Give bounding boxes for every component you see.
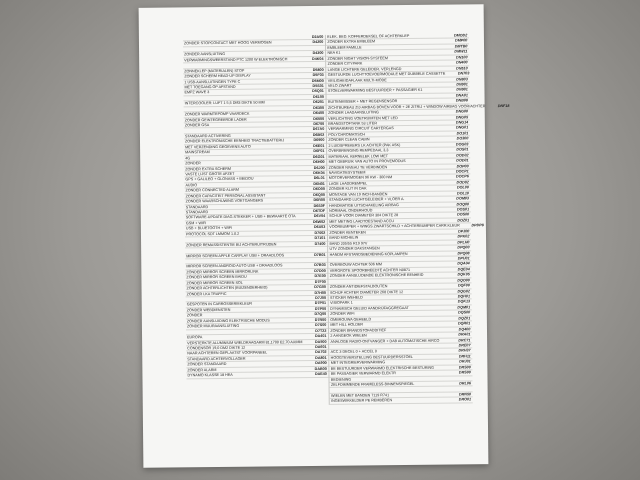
option-description: ZONDER AANSLUITING [184,52,226,57]
option-code: D6700 [313,121,325,126]
option-code: DN703 [457,71,470,76]
option-description: ZONDER LAADAANSLUITING [328,110,379,115]
option-description: ZONDER CONNECTED ALARM [185,188,240,193]
option-code: D6100 [313,94,324,99]
option-code: DRH11 [458,354,471,359]
option-description: ZONDER CAPACITEIT PERSONAL ASSISTANT [185,193,266,199]
option-description: POLYCHROMATISCH [328,132,366,137]
option-description: VERGROTE SPOORBREEDTE ACHTER N0871 [329,267,411,273]
option-description: VASTE LIJST GROTE AFZET [185,171,235,177]
option-code: DNG01 [455,125,469,130]
option-code: DRO01 [458,397,472,402]
option-code: D4300 [312,51,324,56]
option-code: DRH37 [458,348,471,353]
option-description: VOORBUMPER + WINGS ZWARTSCHILD + ACHTERBUMPER CARR.KLEUR [329,223,460,230]
option-description: ZONDER KLIT IN DAK [328,186,367,192]
option-code: DNF18 [497,103,510,108]
option-description: NAAR ACHTEREN GEPLAATST VOORPANEEL [187,350,268,356]
option-code: DAE40 [314,371,327,377]
option-description: NORMAAL ONDERHOUD [329,208,373,213]
option-code: D4K04 [312,56,324,61]
option-description: LAGE LAADDREMPEL [328,181,368,186]
table-row [186,372,328,379]
option-code: D6F01 [313,149,325,154]
option-description: DYNAMISCH GELUID AANDRIJFAGGREGAAT [330,305,409,311]
option-description: ZONDER BRANDSTOFADDITIEF [330,327,387,333]
option-code: DPDP8 [471,223,484,228]
option-code: DRJ01 [459,359,471,364]
option-code: DNG00 [455,109,469,114]
option-description: STICKER WEHELD [330,295,363,300]
option-description: MET VERZENDING GEGEVENS AUTO [185,144,251,150]
option-code: D7F00 [314,279,326,284]
option-description: ZONDER MIRROR SCREEN MIRRORLINK [186,269,259,275]
option-description: ZICHTBUREAU ZIJ-AIRBAG BOVEN VOOR + 2E ZITRIJ + WINDOW AIRBAG VOOR/ACHTER [328,103,486,110]
option-description: MET TOEGANG OP AFSTAND [184,84,236,90]
option-description: UTV ZONDER DAKSTANGEN [329,246,380,251]
option-description: ZONDER WEBDIENSTEN [186,307,231,313]
option-description: 2 AANGEOK WIELEN [330,333,367,338]
option-code: DQG02 [457,288,470,294]
option-code: D6H00 [313,159,325,165]
option-description: STANDAARD LUCHTGELEIDER + VLOER A. [328,197,405,202]
option-code: DA401 [314,333,327,339]
option-code: DN400 [456,60,468,65]
option-description: BAND 205/55 R19 97V [329,241,368,246]
option-description: ZONDER MIRROR SCREEN SOL [186,280,243,286]
option-description: WIELEN MET BANDEN 7119 R741 [331,393,390,398]
option-description: BRANDSTOFTANK 53 LITER [328,121,378,126]
option-code: DMP00 [455,38,468,43]
option-code: DA702 [315,350,327,355]
option-description: EMPZ WAVE 3 [184,90,210,95]
option-description: ZONDER KENTEKEN [329,230,366,235]
option-description: ZONDER WAARSCHUWING VOETGANGERS [185,198,264,204]
option-description: ZONDER WIFI [330,311,355,317]
option-code: DQM01 [457,305,471,310]
option-code: DOZ01 [457,218,470,223]
option-code: DA500 [314,339,327,344]
option-code: D7P00 [314,306,327,311]
option-description: MONTAGE VAN 19 INCH-BANDEN [328,191,388,197]
option-description: OMBROUWA GEHEELD [330,317,372,322]
option-description: ZONDER GSA [184,123,210,128]
option-code: DNG05 [455,114,469,120]
option-description: 2 LUIDSPREKERS LK ACHTER (PAK ASK) [328,142,401,148]
option-code: D5S01 [312,83,324,88]
option-code: DQR01 [457,321,471,326]
option-description: HANDMATIGE UITSCHAKELING AIRBAG [329,202,399,208]
option-description: ZONDER ALARM [187,367,217,373]
option-code: DOL00 [456,185,469,190]
option-description: ZONDER EXTRA EMBLEEM [327,39,376,45]
option-code: DRC71 [458,337,471,342]
option-code: D5800 [312,67,324,72]
option-description: BE PASSAGIER VERWARMD ELEKTR [330,371,396,376]
option-description: VISIOPARK 1 [330,301,353,306]
option-code: DOS01 [456,147,469,152]
option-description: ZONDER STOPCONTACT MET HOOG VERMOGEN [183,40,272,46]
option-code: D7B01 [314,252,326,257]
option-description: MET GEBRUIK VAN AUTO IN PROVEMODUS [328,159,406,164]
option-code: DOQ00 [456,201,470,207]
option-code: DRS00 [458,370,471,375]
option-description: BAND MICHELIN [329,235,359,241]
option-description: NEA K1 [327,51,341,56]
option-description: ZONDER EXTRA SCHERM [185,166,232,171]
option-description: ZELFDIMMENDE FRAMELESS-BINNENSPIEGEL [330,381,415,387]
option-description: MIRROR SCREEN APPLE CARPLAY USB + DRAADLOOS [186,252,285,258]
option-code: DMOD2 [453,33,468,38]
option-code: D7101 [314,236,326,241]
option-description: ZONDER ACHTERLICHTEN (BUIZENDERHEID) [186,285,268,291]
table-row [330,398,473,405]
option-description: ZONDER [186,313,203,318]
left-column [183,35,329,406]
option-description: VERLICHTING VOETRUIMTEN MET LED [328,115,398,121]
option-code: D4200 [312,40,324,45]
option-code: DQF00 [457,283,470,288]
option-code: D6O00 [313,187,325,192]
option-description: MET METING LAADTOESTAND ACCU [329,219,394,224]
option-code: D6500 [313,116,325,121]
option-code: DRS00 [458,365,471,370]
option-description: VERWARMING CIRCUIT CARTERGAS [328,126,394,132]
option-description: HOOGTEVERSTELLING BESTUURDERSSTOEL [330,354,413,360]
option-description: ZONDER CLEAN CABIN [328,137,370,143]
option-description: ZONDER GEINTEGREERDE LADER [184,117,247,122]
option-description: ZONDER REMASSISTENTIE BIJ ACHTERUITRIJDEN [186,242,277,247]
option-code: DPQ08 [457,250,470,255]
option-code: DOS00 [457,212,470,217]
option-code: DOL10 [457,191,469,196]
option-description: EMBLEEM FAMILLE [327,45,362,50]
option-description: VELO ZWART [327,83,352,88]
option-code: DA900 [315,361,327,366]
option-code: DQZ01 [458,316,471,321]
option-description: NAVIGATIESYSTEEM [328,170,366,175]
option-description: CONDENSOR 19,0 DM2 DIKTE 12 [187,345,246,351]
option-code: DOD02 [456,180,469,185]
option-code-table [183,33,510,406]
option-code: D7J00 [315,295,327,300]
option-code: D5Q01 [312,89,324,94]
option-code: D6N01 [313,181,325,186]
option-description: ZONDER ELEKTRONISCHE EENHEID TRACTIEBATTERIJ [184,138,285,144]
option-description: 1 USB-AANSLUITINGEN TYPE C [184,79,241,84]
option-code: D6L01 [313,176,325,181]
option-description: VEILIGHEIDAFLAAK MULTI-MODE [327,77,387,83]
option-code: DN803 [456,76,468,81]
option-description: STANDAARD ACHTERVOLLAGER [187,356,246,362]
option-description: PROTOCOL SDT LMMOM 1.0.2 [185,231,240,237]
option-code: DN100 [456,55,468,60]
option-code: DN901 [456,82,468,87]
option-code: D7R00 [314,317,327,322]
option-description: ZONDER CITYPARK [327,61,363,67]
option-code: D7G00 [314,284,326,290]
option-code: DPK02 [457,234,470,239]
option-code: D7T22 [315,328,327,333]
option-code: DQK13 [457,299,471,304]
option-description: DYNAMO KLASSE 18 HEA [187,372,233,378]
option-description: SCHIJF ACHTER DIAMETER 268 DIKTE 12 [329,289,404,295]
option-code: DO101 [456,131,469,136]
option-code: DOCP1 [455,169,469,174]
option-code: DOD02 [456,152,469,158]
option-code: D7S00 [315,323,327,328]
printed-sheet [139,4,510,468]
option-code: DO300 [456,136,469,141]
option-code: DA601 [315,344,327,349]
option-description: SCHIJF VOOR DIAMETER 304 DIKTE 28 [329,213,399,219]
option-code: DN901 [456,87,468,92]
option-code: D67A0 [312,127,325,132]
option-description: OVERBRENGING REMPEDAAL 3,3 [328,148,389,154]
option-code: D7Q00 [314,312,327,317]
option-code: DPJ00 [458,229,470,234]
option-description: GSM + WIFI [185,220,207,226]
option-code: D2A00 [311,34,324,40]
option-description: MATERIAAL KERNELEK LOW MET [328,153,388,159]
option-description: BUITENMISSER + MET REGENSENSOR [327,99,398,105]
option-description: ZONDER [185,161,201,166]
option-code: D7002 [314,230,326,235]
option-code: D7B03 [314,263,326,268]
option-code: D6400 [313,111,325,116]
option-code: DQS00 [458,310,471,315]
option-description: BEDIENING [330,377,352,382]
option-code: DOM03 [456,196,470,201]
option-code: DOP00 [456,163,469,168]
option-code: D5F03 [312,72,324,78]
option-description: EUROPA [187,335,203,340]
option-description: GPS + GALILEO + GLONASS + BEIDOU [185,176,254,182]
option-code: D6300 [313,105,325,110]
option-code: DNB08 [455,98,468,103]
option-code [301,46,325,51]
option-code: D6900 [313,138,325,143]
option-code: DMTB0 [454,44,468,49]
option-description: ANALOGE RADIO-ONTVANGER + DAB AUTOMATISCHE AIRCO [330,338,440,344]
option-description: ZONDER LKA TRAFFIC [186,291,227,296]
option-code: D6G01 [312,154,325,159]
option-code: D7400 [314,241,326,246]
option-description: ZONDER ANTIDIEFSTALBOUTEN [329,284,388,289]
option-code: DPU01 [457,256,470,261]
option-description: MAINSTREAM [185,150,210,155]
option-code: DOD01 [456,158,469,163]
option-code: DRA01 [458,332,471,337]
option-description: HANDM AFSTANDSBEDIENING KOPLAMPEN [329,251,408,257]
option-description: INGESWIKKELDER PE REMBEREN [331,398,393,404]
option-code [303,247,327,252]
option-code: DAB00 [314,366,327,371]
option-code: D6TDF [313,208,326,214]
option-code [304,258,328,263]
option-code: DPLH0 [457,239,470,245]
option-code [302,62,326,67]
option-description: ZONNEKLEP (MATERIALEN) STOP [184,68,245,73]
option-code: DQA04 [457,261,470,266]
option-description: MIRROR SCREEN ANDROID AUTO USB + DRAADLOOS [186,263,283,269]
option-description: ELEK. BED. KOFFERDEKSEL OF ACHTERKLEP [327,33,410,39]
option-code: DNG14 [455,120,469,125]
option-description: GESPOTEN IN CARROSSERIEKLEUR [186,302,253,307]
option-description: ACC 3 DECEL 0 + ACCEL 0 [330,349,377,355]
option-code: D6201 [313,100,324,105]
option-description: ZONDER NIGHT VISION-SYSTEEM [327,55,388,61]
option-description: BE BESTUURDER VERWARMD ELEKTRISCHE BESTURING [330,365,435,371]
option-code: D6K04 [313,170,325,175]
option-code: DRL06 [459,381,471,386]
option-description: ZONDER WARMTEPOMP VAARDECK [184,111,250,117]
option-description: ZONDER STANDAARD [187,362,227,367]
option-description: VERWARMINGSWEERSTAND PTC 1200 W ELEKTRONISCH [184,57,288,63]
option-code: D6S0F [313,203,326,208]
option-description: USB + BLUETOOTH + WIFI [185,226,233,231]
option-code: D6J00 [313,165,325,170]
option-code [449,376,473,381]
option-code: D6E01 [313,143,325,148]
option-code: D7E00 [314,274,326,279]
right-column [325,33,510,404]
option-description: ZONDER NIVEAU TE VERBINDEN [328,164,388,170]
option-description: STANDAARD [185,210,209,215]
option-code: DRE07 [458,343,471,348]
option-code: D7P01 [314,301,327,306]
option-code: DOS01 [456,207,470,212]
option-code: DOG03 [455,142,469,147]
option-description: ZONDER AANSLUIDING ELEKTRISCHE MODUS [186,318,270,324]
option-description: STANDAARD [185,204,209,209]
option-code: D6W02 [312,219,326,224]
option-description: ZONDER MIRROR SCREEN BAIDU [186,274,247,280]
option-description: ZONDER AANSLUDENDE ELEKTRONISCHE EENHEID [329,273,424,279]
option-code: DN510 [456,66,468,71]
option-code: DQ400 [458,326,471,332]
option-description: SOFTWARE-UPDATE DIAG.STEKKER + USB + BEWAARTE OTA [185,214,296,220]
option-description: STOELVERWARMING BESTUURDER + PASSAGIER K1 [327,88,423,94]
option-code: D5M00 [311,78,324,83]
option-code: DQH01 [457,294,471,299]
option-code: D7H00 [314,290,326,295]
option-description: 4G [185,155,191,160]
option-code: DQO00 [457,278,470,283]
option-code: D6R00 [313,198,326,203]
option-description: AUDIO [185,183,198,188]
option-code: D6X03 [313,225,326,230]
option-code: D6Q00 [313,192,325,197]
option-description: OVERBOUW ACHTER 506 MM [329,262,382,268]
option-description: INTERCOOLER: LUFT 1 5,5 DM3 DIKTE 50 MM [184,100,265,106]
option-description: STANDAARD ACTIVERING [184,133,231,139]
option-code: DPQ00 [457,245,470,250]
option-code: D7D00 [314,268,326,273]
option-description: ZONDER SCHERM HEAD-UP DISPLAY [184,73,251,79]
option-description: LANGE LICHTERE GELEIDER, VERLENGD [327,66,402,72]
option-code: DRN50 [458,392,472,397]
option-code [449,387,473,392]
option-code: DMW11 [454,49,468,54]
option-description: ZONDER MUURAANSLUITING [186,323,240,329]
option-description: GESTUURDE LUCHTTOEVOERMODULE MET DUBBELE CASSETTE [327,71,446,77]
option-code: DOCP6 [456,174,469,179]
option-description: MET INTEGRIERVERWARMING [330,360,386,366]
option-code: DA801 [315,355,327,360]
option-description: VERSTERKTE ALUMINIUM WIELDRAAGARM 81,1700 E2,70 AXIMM [187,339,303,345]
option-code: DQE04 [457,267,470,272]
option-code: D6B02 [312,132,325,137]
option-code: DNA01 [455,93,468,98]
option-code: D6V04 [313,214,326,219]
option-description: MET HILL HOLDER [330,322,364,328]
option-description: MOTORVERMOGEN 96 KW - 300 NM [328,175,393,181]
option-code: DQK05 [457,272,470,277]
